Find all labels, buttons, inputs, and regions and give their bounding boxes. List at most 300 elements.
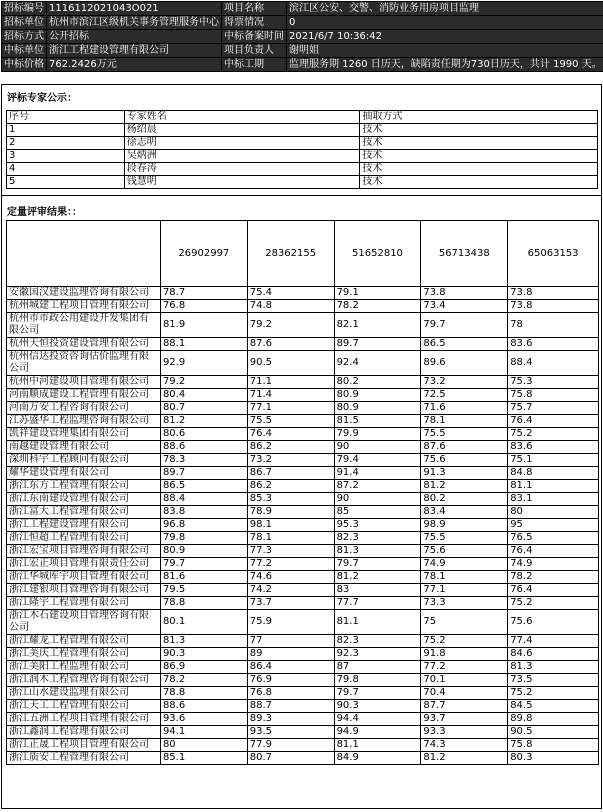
score-value: 75.2 [508, 428, 599, 441]
score-value: 74.2 [247, 584, 334, 597]
score-value: 85.3 [247, 493, 334, 506]
expert-col-header: 专家姓名 [124, 111, 360, 124]
score-value: 88.1 [160, 338, 247, 351]
score-value: 78.2 [508, 571, 599, 584]
score-value: 75.9 [247, 610, 334, 635]
company-name: 河南万安工程咨询有限公司 [7, 402, 161, 415]
score-value: 92.4 [334, 351, 421, 376]
score-value: 81.2 [334, 571, 421, 584]
company-name: 浙江山水建设监理有限公司 [7, 687, 161, 700]
company-name: 深圳科宇工程顾问有限公司 [7, 454, 161, 467]
score-value: 73.8 [421, 287, 508, 300]
score-table [6, 220, 599, 765]
score-value: 81.3 [160, 635, 247, 648]
score-value: 81.3 [334, 545, 421, 558]
score-value: 73.3 [421, 597, 508, 610]
expert-name: 钱慧明 [124, 176, 360, 189]
score-value: 76.4 [508, 545, 599, 558]
expert-name: 徐志明 [124, 137, 360, 150]
score-value: 89.7 [334, 338, 421, 351]
score-value: 75.1 [508, 454, 599, 467]
score-value: 84.5 [508, 700, 599, 713]
score-value: 78.1 [421, 571, 508, 584]
score-value: 86.2 [247, 480, 334, 493]
info-label: 招标方式 [2, 30, 47, 44]
score-value: 77.1 [421, 584, 508, 597]
score-value: 80.2 [334, 376, 421, 389]
score-value: 96.8 [160, 519, 247, 532]
info-label: 得票情况 [222, 16, 287, 30]
score-value: 75.5 [421, 532, 508, 545]
score-value: 92.9 [160, 351, 247, 376]
score-value: 98.9 [421, 519, 508, 532]
company-name: 南越建设管理有限公司 [7, 441, 161, 454]
score-value: 80.4 [160, 389, 247, 402]
score-value: 86.5 [421, 338, 508, 351]
score-value: 88.4 [160, 493, 247, 506]
score-value: 86.9 [160, 661, 247, 674]
score-value: 74.9 [508, 558, 599, 571]
score-row [7, 519, 599, 532]
info-value: 1116112021043O021 [47, 2, 222, 16]
score-value: 83.4 [421, 506, 508, 519]
score-value: 75.4 [247, 287, 334, 300]
score-value: 77.3 [247, 545, 334, 558]
score-value: 84.9 [334, 752, 421, 765]
expert-row [7, 176, 598, 189]
score-row [7, 739, 599, 752]
score-value: 82.3 [334, 635, 421, 648]
expert-row [7, 163, 598, 176]
info-value: 浙江工程建设管理有限公司 [47, 44, 222, 58]
score-value: 94.4 [334, 713, 421, 726]
expert-row [7, 150, 598, 163]
score-value: 92.3 [334, 648, 421, 661]
info-value: 谢明姐 [287, 44, 603, 58]
score-value: 77 [247, 635, 334, 648]
expert-method: 技术 [360, 137, 598, 150]
info-label: 中标工期 [222, 58, 287, 72]
score-value: 78 [508, 313, 599, 338]
company-name: 浙江美阳工程监理有限公司 [7, 661, 161, 674]
score-value: 75.8 [508, 739, 599, 752]
score-value: 75.3 [508, 376, 599, 389]
score-value: 73.8 [508, 300, 599, 313]
info-value: 0 [287, 16, 603, 30]
score-value: 94.9 [334, 726, 421, 739]
score-value: 89.6 [421, 351, 508, 376]
score-value: 77.2 [421, 661, 508, 674]
score-row [7, 532, 599, 545]
score-row [7, 287, 599, 300]
score-value: 88.6 [160, 700, 247, 713]
score-value: 79.8 [334, 674, 421, 687]
score-row [7, 610, 599, 635]
score-value: 88.6 [160, 441, 247, 454]
score-row [7, 700, 599, 713]
info-label: 项目名称 [222, 2, 287, 16]
score-value: 90.3 [334, 700, 421, 713]
score-row [7, 351, 599, 376]
score-value: 77.7 [334, 597, 421, 610]
score-value: 80.7 [160, 402, 247, 415]
score-value: 74.9 [421, 558, 508, 571]
info-label: 招标单位 [2, 16, 47, 30]
company-name: 浙江富大工程管理有限公司 [7, 506, 161, 519]
score-row [7, 584, 599, 597]
score-row [7, 376, 599, 389]
score-row [7, 648, 599, 661]
score-row [7, 558, 599, 571]
company-name: 凯祥建设管理集团有限公司 [7, 428, 161, 441]
company-name: 浙江润木工程管理咨询有限公司 [7, 674, 161, 687]
info-value: 滨江区公安、交警、消防业务用房项目监理 [287, 2, 603, 16]
company-name: 浙江天工工程管理有限公司 [7, 700, 161, 713]
score-value: 76.5 [508, 532, 599, 545]
company-name: 杭州天恒投资建设管理有限公司 [7, 338, 161, 351]
score-value: 75.2 [508, 687, 599, 700]
expert-index: 1 [7, 124, 125, 137]
score-value: 81.6 [160, 571, 247, 584]
info-row [2, 16, 603, 30]
score-value: 75 [421, 610, 508, 635]
score-value: 75.2 [421, 635, 508, 648]
info-label: 中标备案时间 [222, 30, 287, 44]
score-value: 75.8 [508, 389, 599, 402]
score-value: 78.9 [247, 506, 334, 519]
score-value: 78.8 [160, 687, 247, 700]
score-value: 90.3 [160, 648, 247, 661]
score-value: 75.6 [421, 454, 508, 467]
info-value: 杭州市滨江区级机关事务管理服务中心 [47, 16, 222, 30]
company-name: 浙江恒超工程管理有限公司 [7, 532, 161, 545]
score-row [7, 726, 599, 739]
score-value: 79.8 [160, 532, 247, 545]
score-row [7, 313, 599, 338]
score-value: 75.2 [508, 597, 599, 610]
score-value: 88.7 [247, 700, 334, 713]
expert-header-row [7, 111, 598, 124]
company-name: 浙江东南建设管理有限公司 [7, 493, 161, 506]
expert-index: 5 [7, 176, 125, 189]
score-value: 90.5 [508, 726, 599, 739]
score-value: 82.1 [334, 313, 421, 338]
score-value: 78.2 [334, 300, 421, 313]
score-value: 83.8 [160, 506, 247, 519]
score-value: 98.1 [247, 519, 334, 532]
expert-method: 技术 [360, 150, 598, 163]
score-row [7, 545, 599, 558]
score-value: 93.5 [247, 726, 334, 739]
score-value: 80.6 [160, 428, 247, 441]
score-row [7, 635, 599, 648]
score-value: 89.8 [508, 713, 599, 726]
score-value: 86.2 [247, 441, 334, 454]
score-row [7, 571, 599, 584]
score-value: 80.3 [508, 752, 599, 765]
score-row [7, 713, 599, 726]
company-name: 河南顺成建设工程管理有限公司 [7, 389, 161, 402]
company-name: 江苏盛华工程监理咨询有限公司 [7, 415, 161, 428]
score-value: 85 [334, 506, 421, 519]
score-value: 85.1 [160, 752, 247, 765]
expert-index: 2 [7, 137, 125, 150]
score-value: 73.2 [247, 454, 334, 467]
expert-section-title: 评标专家公示： [7, 93, 77, 104]
score-value: 77.9 [247, 739, 334, 752]
info-value: 监理服务期 1260 日历天，缺陷责任期为730日历天，共计 1990 天。 [287, 58, 603, 72]
score-row [7, 338, 599, 351]
info-label: 招标编号 [2, 2, 47, 16]
score-row [7, 467, 599, 480]
score-value: 89 [247, 648, 334, 661]
score-value: 87.7 [421, 700, 508, 713]
score-value: 80 [508, 506, 599, 519]
score-value: 80.1 [160, 610, 247, 635]
score-value: 73.5 [508, 674, 599, 687]
company-name: 杭州中河建设项目管理有限公司 [7, 376, 161, 389]
score-row [7, 415, 599, 428]
score-value: 81.2 [421, 480, 508, 493]
info-label: 中标价格 [2, 58, 47, 72]
score-value: 87.6 [247, 338, 334, 351]
info-value: 2021/6/7 10:36:42 [287, 30, 603, 44]
score-value: 80.2 [421, 493, 508, 506]
company-name: 浙江质安工程管理有限公司 [7, 752, 161, 765]
score-value: 83.1 [508, 493, 599, 506]
score-row [7, 300, 599, 313]
score-value: 94.1 [160, 726, 247, 739]
score-value: 95.3 [334, 519, 421, 532]
score-value: 79.4 [334, 454, 421, 467]
expert-section [1, 84, 602, 196]
expert-method: 技术 [360, 163, 598, 176]
score-value: 79.1 [334, 287, 421, 300]
score-value: 91.4 [334, 467, 421, 480]
project-info-table [1, 1, 603, 72]
expert-id-header: 26902997 [160, 221, 247, 287]
score-value: 86.5 [160, 480, 247, 493]
score-value: 71.6 [421, 402, 508, 415]
score-value: 79.9 [334, 428, 421, 441]
score-value: 76.9 [247, 674, 334, 687]
score-row [7, 687, 599, 700]
score-value: 84.6 [508, 648, 599, 661]
score-value: 78.1 [421, 415, 508, 428]
score-value: 79.2 [160, 376, 247, 389]
company-name: 安徽国汉建设监理咨询有限公司 [7, 287, 161, 300]
score-value: 81.1 [334, 610, 421, 635]
score-value: 75.7 [508, 402, 599, 415]
company-name: 杭州市市政公用建设开发集团有限公司 [7, 313, 161, 338]
score-value: 76.8 [247, 687, 334, 700]
info-value: 762.2426万元 [47, 58, 222, 72]
score-row [7, 752, 599, 765]
score-value: 73.2 [421, 376, 508, 389]
expert-row [7, 124, 598, 137]
score-row [7, 506, 599, 519]
company-name: 浙江美庆工程管理有限公司 [7, 648, 161, 661]
score-value: 81.9 [160, 313, 247, 338]
score-value: 88.4 [508, 351, 599, 376]
company-name: 耀华建设管理有限公司 [7, 467, 161, 480]
score-header-row [7, 221, 599, 287]
score-value: 83 [334, 584, 421, 597]
score-value: 82.3 [334, 532, 421, 545]
expert-col-header: 序号 [7, 111, 125, 124]
info-value: 公开招标 [47, 30, 222, 44]
score-value: 93.7 [421, 713, 508, 726]
score-value: 90 [334, 493, 421, 506]
score-value: 78.8 [160, 597, 247, 610]
company-col-header [7, 221, 161, 287]
score-value: 81.5 [334, 415, 421, 428]
company-name: 浙江正晟工程项目管理有限公司 [7, 739, 161, 752]
company-name: 浙江工程建设管理有限公司 [7, 519, 161, 532]
expert-index: 3 [7, 150, 125, 163]
company-name: 浙江木石建设项目管理咨询有限公司 [7, 610, 161, 635]
expert-name: 段春涛 [124, 163, 360, 176]
score-value: 89.7 [160, 467, 247, 480]
company-name: 浙江五洲工程项目管理有限公司 [7, 713, 161, 726]
company-name: 浙江宏正项目管理有限责任公司 [7, 558, 161, 571]
score-value: 83.6 [508, 338, 599, 351]
score-row [7, 597, 599, 610]
score-value: 89.3 [247, 713, 334, 726]
score-value: 79.7 [334, 558, 421, 571]
score-value: 93.6 [160, 713, 247, 726]
score-value: 72.5 [421, 389, 508, 402]
expert-name: 吴炳洲 [124, 150, 360, 163]
score-value: 91.3 [421, 467, 508, 480]
score-value: 78.7 [160, 287, 247, 300]
score-value: 76.4 [247, 428, 334, 441]
expert-name: 杨绍晨 [124, 124, 360, 137]
score-value: 81.3 [508, 661, 599, 674]
score-value: 81.1 [508, 480, 599, 493]
score-row [7, 402, 599, 415]
expert-col-header: 抽取方式 [360, 111, 598, 124]
expert-id-header: 56713438 [421, 221, 508, 287]
score-value: 79.7 [160, 558, 247, 571]
score-value: 80.9 [334, 402, 421, 415]
company-name: 杭州信达投资咨询估价监理有限公司 [7, 351, 161, 376]
score-row [7, 661, 599, 674]
company-name: 杭州城建工程项目管理有限公司 [7, 300, 161, 313]
score-value: 80.9 [160, 545, 247, 558]
score-value: 86.7 [247, 467, 334, 480]
info-row [2, 2, 603, 16]
expert-index: 4 [7, 163, 125, 176]
score-value: 79.5 [160, 584, 247, 597]
score-value: 71.1 [247, 376, 334, 389]
score-value: 78.2 [160, 674, 247, 687]
score-value: 84.8 [508, 467, 599, 480]
score-row [7, 454, 599, 467]
score-value: 80 [160, 739, 247, 752]
score-body [7, 287, 599, 765]
score-value: 79.7 [334, 687, 421, 700]
info-label: 项目负责人 [222, 44, 287, 58]
score-value: 75.5 [247, 415, 334, 428]
score-value: 70.1 [421, 674, 508, 687]
score-row [7, 441, 599, 454]
score-row [7, 389, 599, 402]
score-value: 76.4 [508, 584, 599, 597]
company-name: 浙江鑫润工程管理有限公司 [7, 726, 161, 739]
expert-id-header: 65063153 [508, 221, 599, 287]
score-value: 71.4 [247, 389, 334, 402]
score-value: 74.6 [247, 571, 334, 584]
info-label: 中标单位 [2, 44, 47, 58]
expert-id-header: 28362155 [247, 221, 334, 287]
score-value: 73.4 [421, 300, 508, 313]
company-name: 浙江宏宝项目管理咨询有限公司 [7, 545, 161, 558]
score-value: 93.3 [421, 726, 508, 739]
company-name: 浙江隆宇工程管理有限公司 [7, 597, 161, 610]
score-value: 77.4 [508, 635, 599, 648]
score-value: 91.8 [421, 648, 508, 661]
score-value: 95 [508, 519, 599, 532]
company-name: 浙江耀龙工程管理有限公司 [7, 635, 161, 648]
score-value: 87.6 [421, 441, 508, 454]
info-row [2, 58, 603, 72]
score-value: 78.1 [247, 532, 334, 545]
expert-id-header: 51652810 [334, 221, 421, 287]
score-value: 74.8 [247, 300, 334, 313]
score-value: 76.8 [160, 300, 247, 313]
score-row [7, 480, 599, 493]
score-value: 87 [334, 661, 421, 674]
score-row [7, 674, 599, 687]
score-section-title: 定量评审结果：： [7, 207, 82, 218]
company-name: 浙江华城库宇项目管理有限公司 [7, 571, 161, 584]
score-value: 73.7 [247, 597, 334, 610]
score-value: 75.5 [421, 428, 508, 441]
info-row [2, 30, 603, 44]
score-value: 77.2 [247, 558, 334, 571]
score-row [7, 428, 599, 441]
info-row [2, 44, 603, 58]
score-value: 75.6 [508, 610, 599, 635]
score-value: 75.6 [421, 545, 508, 558]
score-value: 86.4 [247, 661, 334, 674]
expert-method: 技术 [360, 124, 598, 137]
score-value: 77.1 [247, 402, 334, 415]
score-row [7, 493, 599, 506]
score-value: 74.3 [421, 739, 508, 752]
company-name: 浙江东方工程管理有限公司 [7, 480, 161, 493]
score-value: 81.1 [334, 739, 421, 752]
expert-row [7, 137, 598, 150]
expert-table [6, 110, 598, 189]
score-value: 81.2 [421, 752, 508, 765]
score-value: 76.4 [508, 415, 599, 428]
score-value: 83.6 [508, 441, 599, 454]
score-value: 73.8 [508, 287, 599, 300]
score-value: 87.2 [334, 480, 421, 493]
score-section [1, 195, 602, 809]
score-value: 80.9 [334, 389, 421, 402]
score-value: 78.3 [160, 454, 247, 467]
score-value: 80.7 [247, 752, 334, 765]
score-value: 90 [334, 441, 421, 454]
score-value: 79.2 [247, 313, 334, 338]
score-value: 79.7 [421, 313, 508, 338]
company-name: 浙江建银项目管理咨询有限公司 [7, 584, 161, 597]
score-value: 81.2 [160, 415, 247, 428]
expert-method: 技术 [360, 176, 598, 189]
